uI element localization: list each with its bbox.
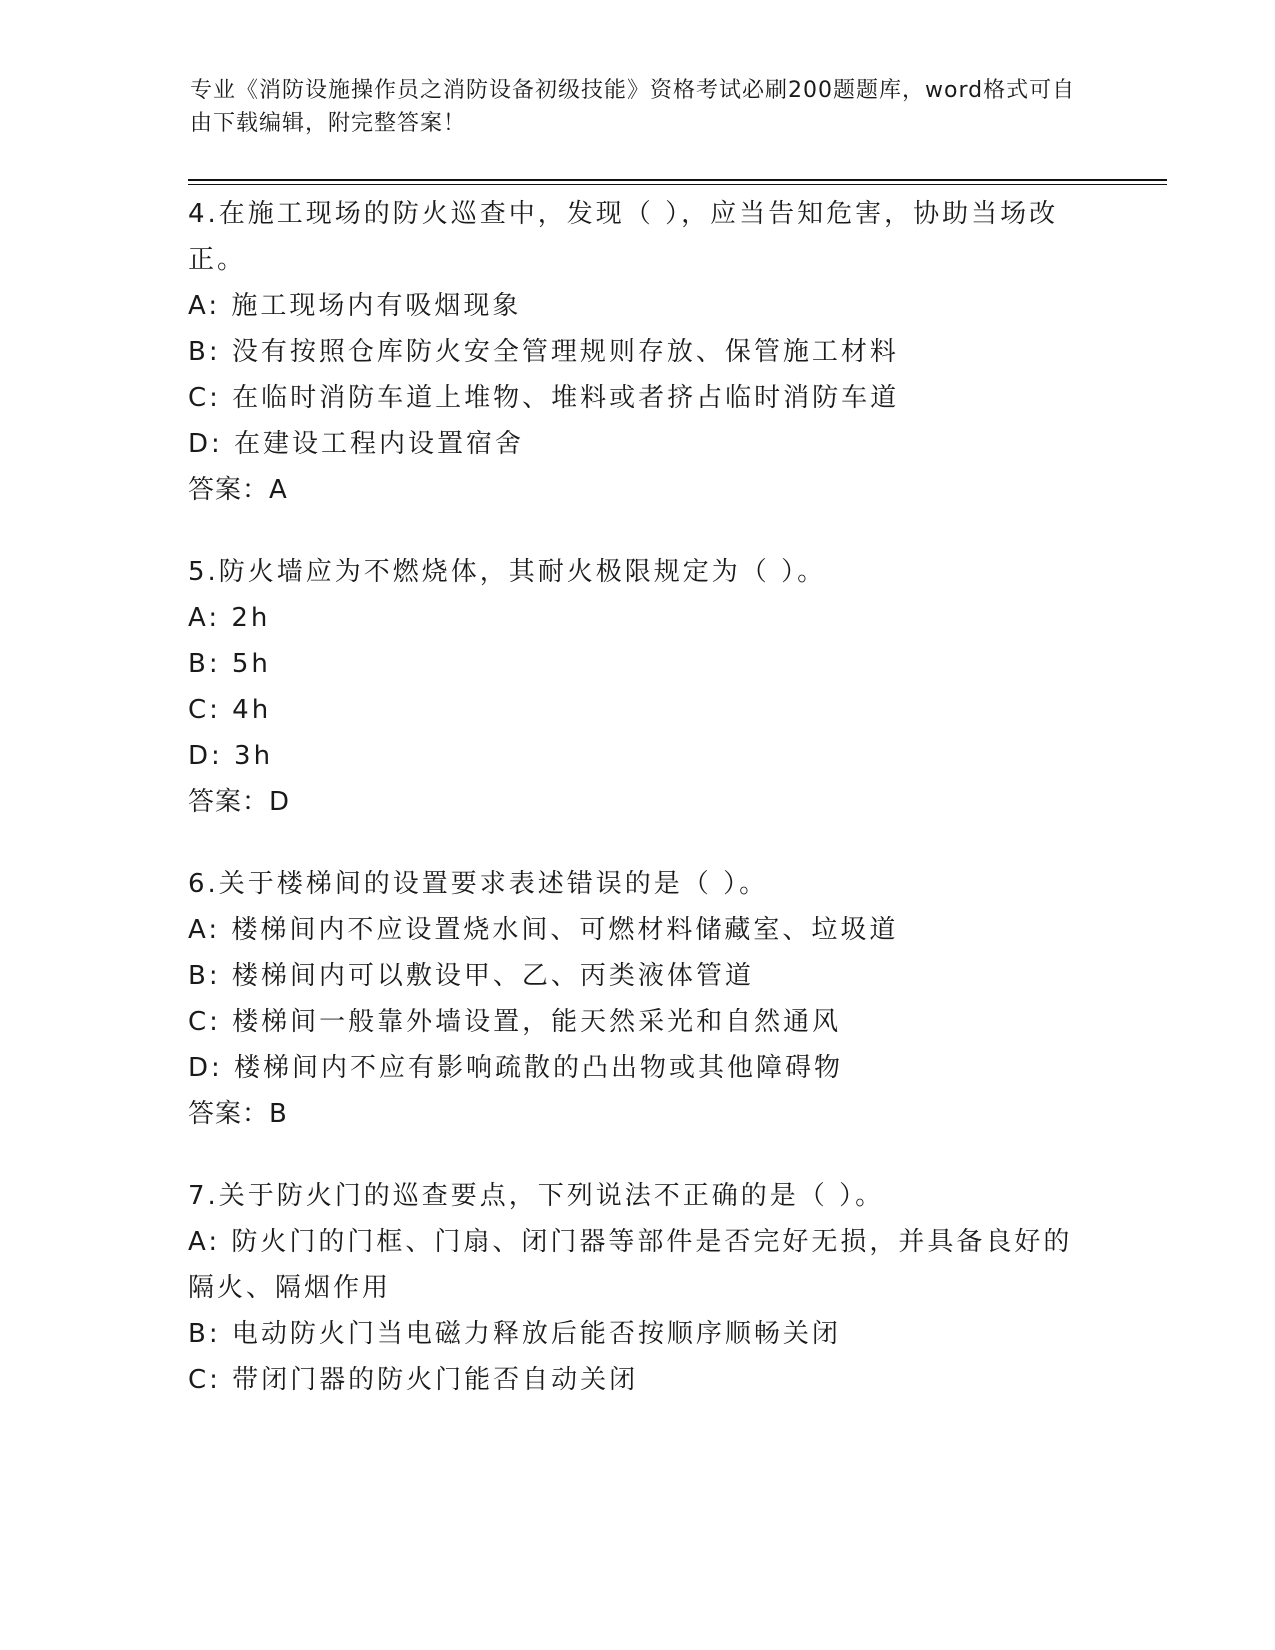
answer-text: 答案：D [188, 787, 291, 817]
question-7 [188, 1173, 1088, 1403]
document-header: 专业《消防设施操作员之消防设备初级技能》资格考试必刷200题题库，word格式可自由下载编辑，附完整答案！ [190, 78, 1076, 136]
option-d: D: 3h [188, 741, 274, 771]
option-c: C: 带闭门器的防火门能否自动关闭 [188, 1365, 639, 1395]
question-stem: 7.关于防火门的巡查要点，下列说法不正确的是（ ）。 [188, 1181, 885, 1211]
question-stem: 4.在施工现场的防火巡查中，发现（ ），应当告知危害，协助当场改正。 [188, 199, 1059, 275]
option-d: D: 在建设工程内设置宿舍 [188, 429, 525, 459]
option-c: C: 4h [188, 695, 272, 725]
question-4 [188, 191, 1088, 513]
question-list [188, 191, 1088, 1439]
option-a: A: 施工现场内有吸烟现象 [188, 291, 522, 321]
option-d: D: 楼梯间内不应有影响疏散的凸出物或其他障碍物 [188, 1053, 844, 1083]
option-b: B: 5h [188, 649, 271, 679]
answer-text: 答案：A [188, 475, 288, 505]
option-b: B: 楼梯间内可以敷设甲、乙、丙类液体管道 [188, 961, 754, 991]
option-b: B: 没有按照仓库防火安全管理规则存放、保管施工材料 [188, 337, 899, 367]
answer-text: 答案：B [188, 1099, 288, 1129]
option-c: C: 楼梯间一般靠外墙设置，能天然采光和自然通风 [188, 1007, 842, 1037]
option-a: A: 楼梯间内不应设置烧水间、可燃材料储藏室、垃圾道 [188, 915, 899, 945]
option-c: C: 在临时消防车道上堆物、堆料或者挤占临时消防车道 [188, 383, 900, 413]
option-b: B: 电动防火门当电磁力释放后能否按顺序顺畅关闭 [188, 1319, 841, 1349]
question-stem: 5.防火墙应为不燃烧体，其耐火极限规定为（ ）。 [188, 557, 827, 587]
header-divider-thick [188, 179, 1167, 181]
header-divider-thin [188, 184, 1167, 185]
question-6 [188, 861, 1088, 1137]
option-a: A: 2h [188, 603, 271, 633]
option-a: A: 防火门的门框、门扇、闭门器等部件是否完好无损，并具备良好的隔火、隔烟作用 [188, 1227, 1073, 1303]
question-stem: 6.关于楼梯间的设置要求表述错误的是（ ）。 [188, 869, 769, 899]
question-5 [188, 549, 1088, 825]
